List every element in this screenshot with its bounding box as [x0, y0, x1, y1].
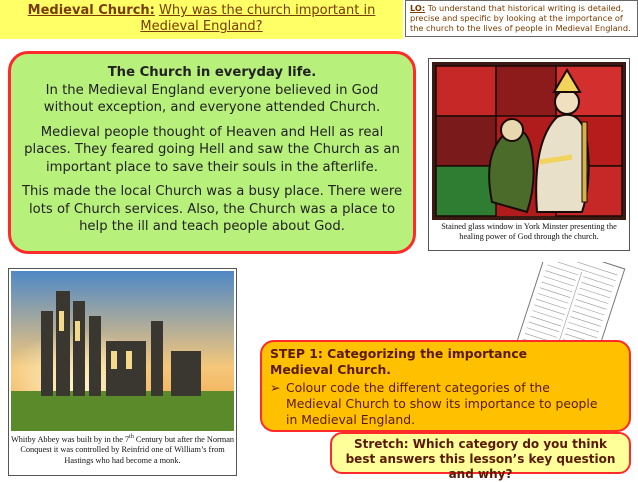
stretch-question-box [330, 432, 631, 481]
church-box-heading: The Church in everyday life. [107, 65, 317, 80]
whitby-abbey-image [11, 271, 234, 431]
title-question: Why was the church important in Medieval England? [140, 3, 376, 34]
church-everyday-life-box [8, 51, 416, 254]
lo-text: To understand that historical writing is detailed, precise and specific by looking at the importance of the church to the lives of people in Medieval England. [410, 3, 631, 33]
stained-glass-caption: Stained glass window in York Minster presenting the healing power of God through the church. [441, 222, 617, 241]
stretch-text: Stretch: Which category do you think best answers this lesson’s key question and why? [345, 437, 616, 481]
abbey-caption-part2: Century but after the Norman Conquest it was controlled by Reinfrid one of William’s from Hastings who had become a monk. [20, 434, 235, 465]
stained-glass-image [432, 62, 626, 220]
abbey-caption-part1: Whitby Abbey was built by in the 7 [10, 434, 130, 444]
lesson-title [0, 0, 403, 39]
church-box-para2: Medieval people thought of Heaven and Hell as real places. They feared going Hell and saw the Church as an important place to save their souls in the afterlife. [24, 124, 400, 175]
title-bold: Medieval Church: [27, 3, 155, 18]
step-heading: STEP 1: Categorizing the importance Medieval Church. [270, 346, 528, 377]
step-instruction: Colour code the different categories of the Medieval Church to show its importance to people in Medieval England. [286, 380, 598, 427]
abbey-caption [10, 432, 235, 475]
church-box-para3: This made the local Church was a busy place. There were lots of Church services. Also, the Church was a place to help the ill and teach people about God. [21, 184, 403, 234]
step-instruction-item [270, 380, 621, 428]
learning-objective-box [405, 0, 638, 37]
abbey-caption-sup: th [129, 434, 134, 440]
step-1-box [260, 340, 631, 432]
arrow-bullet-icon: ➢ [270, 380, 281, 395]
church-box-para1: In the Medieval England everyone believed in God without exception, and everyone attended Church. [43, 82, 381, 115]
lo-label: LO: [410, 3, 426, 13]
